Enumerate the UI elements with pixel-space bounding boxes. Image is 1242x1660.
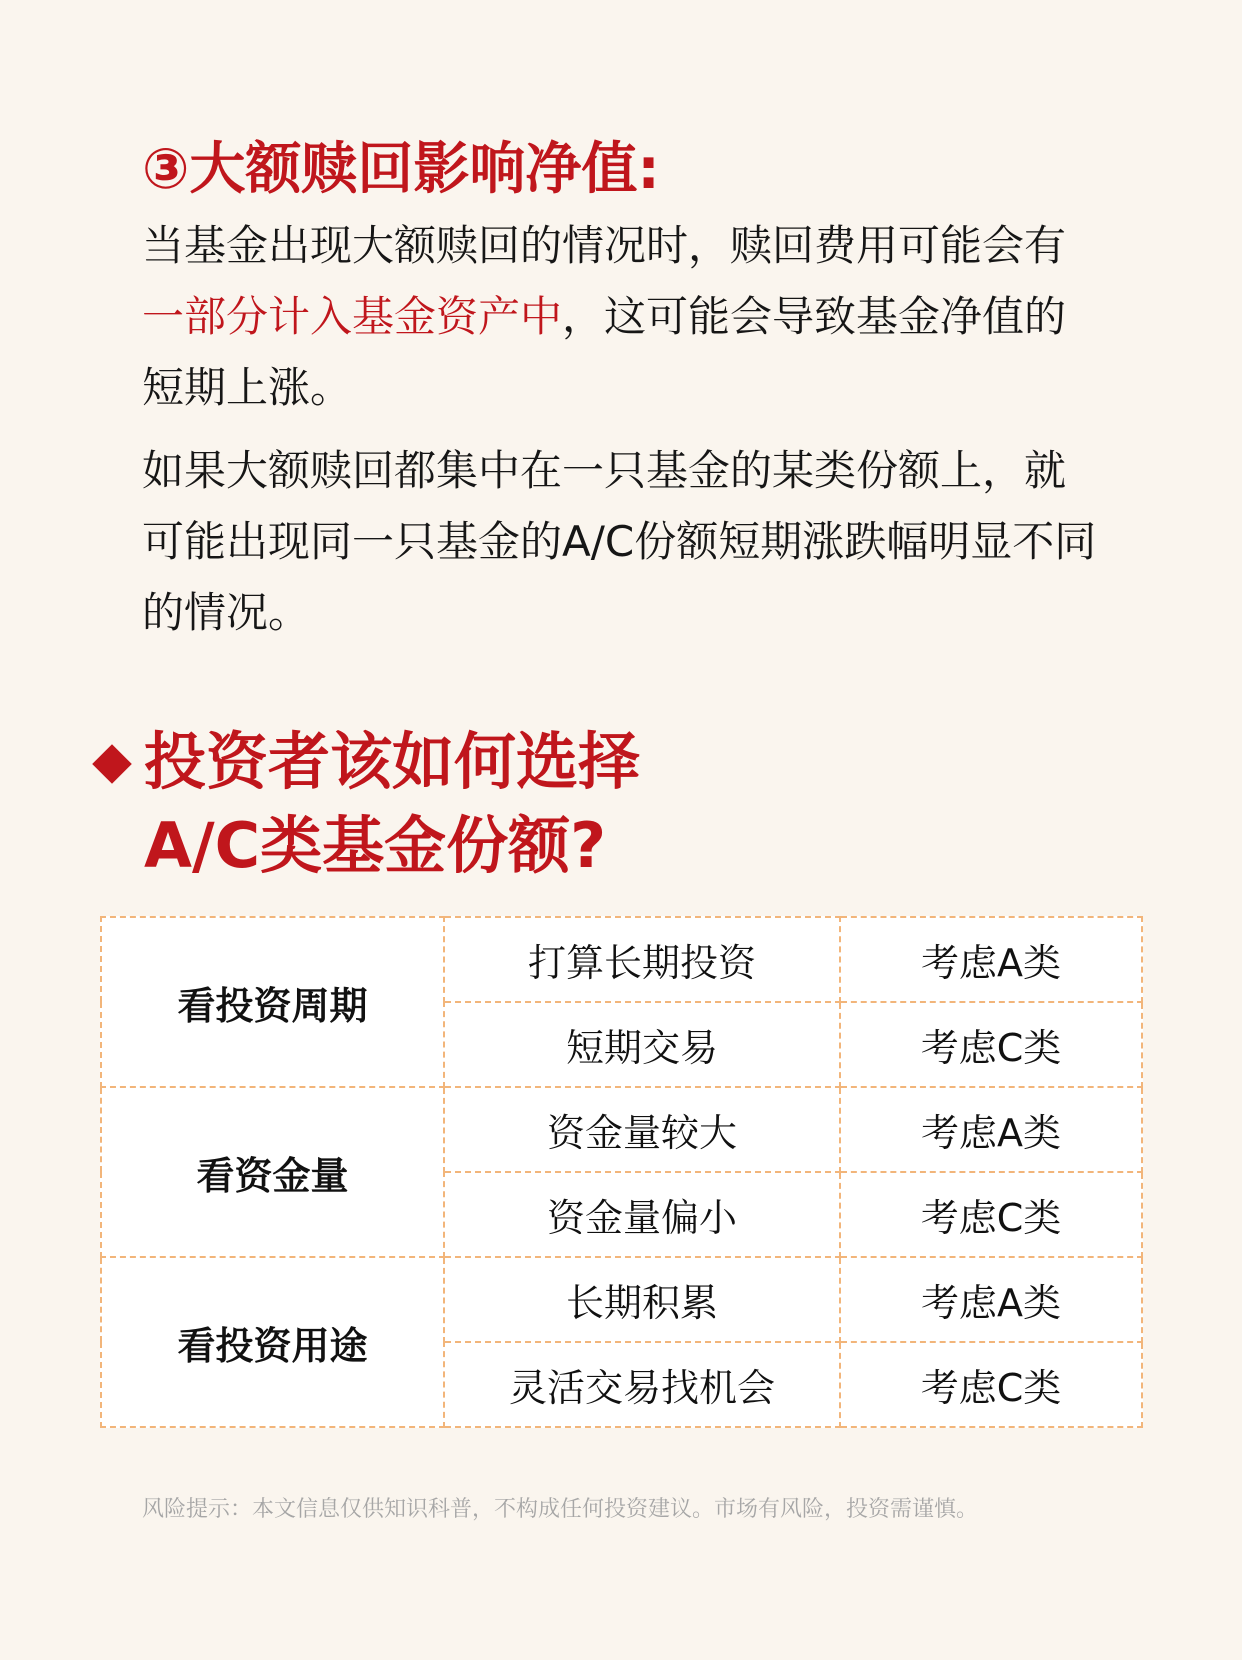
condition-cell: 灵活交易找机会 bbox=[444, 1342, 840, 1427]
paragraph-redemption-fee bbox=[142, 210, 1102, 423]
category-cell: 看投资周期 bbox=[101, 917, 444, 1087]
paragraph-text-part2: ，这可能会导致基金净值的短期上涨。 bbox=[142, 292, 1067, 412]
condition-cell: 资金量偏小 bbox=[444, 1172, 840, 1257]
advice-cell: 考虑C类 bbox=[840, 1342, 1142, 1427]
diamond-bullet-icon bbox=[92, 744, 132, 784]
condition-cell: 打算长期投资 bbox=[444, 917, 840, 1002]
condition-cell: 长期积累 bbox=[444, 1257, 840, 1342]
heading-line-1: 投资者该如何选择 bbox=[144, 725, 641, 798]
choice-table bbox=[100, 916, 1143, 1428]
advice-cell: 考虑A类 bbox=[840, 1087, 1142, 1172]
category-cell: 看资金量 bbox=[101, 1087, 444, 1257]
paragraph-text-part1: 当基金出现大额赎回的情况时，赎回费用可能会有 bbox=[142, 221, 1067, 270]
risk-disclaimer: 风险提示：本文信息仅供知识科普，不构成任何投资建议。市场有风险，投资需谨慎。 bbox=[142, 1497, 979, 1522]
table-row bbox=[101, 1257, 1142, 1342]
paragraph-share-difference: 如果大额赎回都集中在一只基金的某类份额上，就可能出现同一只基金的A/C份额短期涨跌幅明显不同的情况。 bbox=[142, 446, 1097, 637]
section-title: ③大额赎回影响净值: bbox=[142, 137, 660, 202]
heading-line-2: A/C类基金份额? bbox=[144, 809, 607, 882]
highlight-text: 一部分计入基金资产中 bbox=[142, 292, 563, 341]
condition-cell: 资金量较大 bbox=[444, 1087, 840, 1172]
section-redemption bbox=[142, 130, 1102, 648]
table-row bbox=[101, 917, 1142, 1002]
advice-cell: 考虑A类 bbox=[840, 917, 1142, 1002]
category-cell: 看投资用途 bbox=[101, 1257, 444, 1427]
condition-cell: 短期交易 bbox=[444, 1002, 840, 1087]
table-row bbox=[101, 1087, 1142, 1172]
advice-cell: 考虑C类 bbox=[840, 1172, 1142, 1257]
advice-cell: 考虑C类 bbox=[840, 1002, 1142, 1087]
advice-cell: 考虑A类 bbox=[840, 1257, 1142, 1342]
